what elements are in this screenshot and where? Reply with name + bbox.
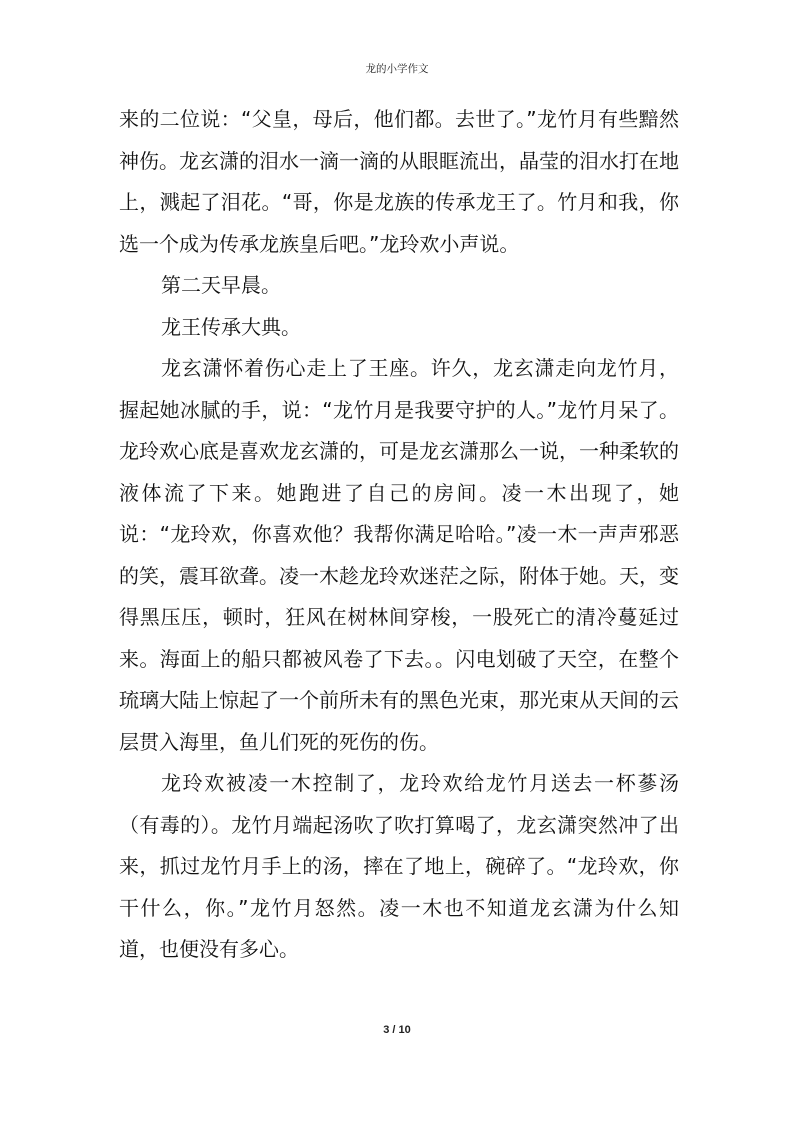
document-body (119, 99, 679, 971)
page-number: 3 / 10 (383, 1024, 411, 1036)
paragraph-2: 第二天早晨。 (161, 273, 281, 297)
page-header-title: 龙的小学作文 (365, 63, 429, 75)
paragraph-1: 来的二位说：“父皇，母后，他们都。去世了。”龙竹月有些黯然神伤。龙玄潇的泪水一滴一滴的从眼眶流出，晶莹的泪水打在地上，溅起了泪花。“哥，你是龙族的传承龙王了。竹月和我，你选一个成为传承龙族皇后吧。”龙玲欢小声说。 (119, 107, 679, 256)
paragraph-5: 龙玲欢被凌一木控制了，龙玲欢给龙竹月送去一杯蔘汤（有毒的）。龙竹月端起汤吹了吹打算喝了，龙玄潇突然冲了出来，抓过龙竹月手上的汤，摔在了地上，碗碎了。“龙玲欢，你干什么，你。”龙竹月怒然。凌一木也不知道龙玄潇为什么知道，也便没有多心。 (119, 771, 679, 961)
paragraph-3: 龙王传承大典。 (161, 314, 301, 339)
paragraph-4: 龙玄潇怀着伤心走上了王座。许久，龙玄潇走向龙竹月，握起她冰腻的手，说：“龙竹月是我要守护的人。”龙竹月呆了。龙玲欢心底是喜欢龙玄潇的，可是龙玄潇那么一说，一种柔软的液体流了下来。她跑进了自己的房间。凌一木出现了，她说：“龙玲欢，你喜欢他？我帮你满足哈哈。”凌一木一声声邪恶的笑，震耳欲聋。凌一木趁龙玲欢迷茫之际，附体于她。天，变得黑压压，顿时，狂风在树林间穿梭，一股死亡的清冷蔓延过来。海面上的船只都被风卷了下去。。闪电划破了天空，在整个琉璃大陆上惊起了一个前所未有的黑色光束，那光束从天间的云层贯入海里，鱼儿们死的死伤的伤。 (119, 356, 679, 754)
